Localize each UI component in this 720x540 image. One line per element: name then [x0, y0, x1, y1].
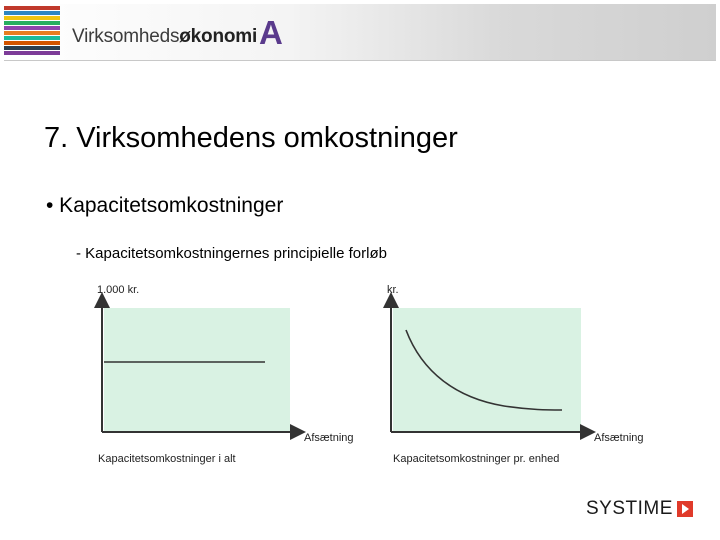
- brand-regular: Virksomheds: [72, 26, 180, 47]
- brand-bold: økonomi: [179, 26, 258, 47]
- play-arrow-icon: [677, 501, 693, 517]
- bullet-item: • Kapacitetsomkostninger: [46, 194, 284, 217]
- chart1-ylabel: 1.000 kr.: [97, 284, 140, 296]
- chart1-caption: Kapacitetsomkostninger i alt: [98, 453, 236, 465]
- sub-bullet-item: - Kapacitetsomkostningernes principielle forløb: [76, 245, 387, 262]
- publisher-logo: [586, 498, 693, 520]
- chart2-plot-area: [393, 308, 581, 432]
- slide-title: 7. Virksomhedens omkostninger: [44, 122, 458, 154]
- chart1-xlabel: Afsætning: [304, 432, 354, 444]
- chart1-plot-area: [104, 308, 290, 432]
- chart2-ylabel: kr.: [387, 284, 399, 296]
- brand-letter: A: [259, 14, 283, 51]
- publisher-name: SYSTIME: [586, 498, 673, 519]
- chart2-xlabel: Afsætning: [594, 432, 644, 444]
- chart2-caption: Kapacitetsomkostninger pr. enhed: [393, 453, 560, 465]
- chart-per-unit-capacity-cost: [387, 284, 644, 465]
- chart-total-capacity-cost: [97, 284, 354, 465]
